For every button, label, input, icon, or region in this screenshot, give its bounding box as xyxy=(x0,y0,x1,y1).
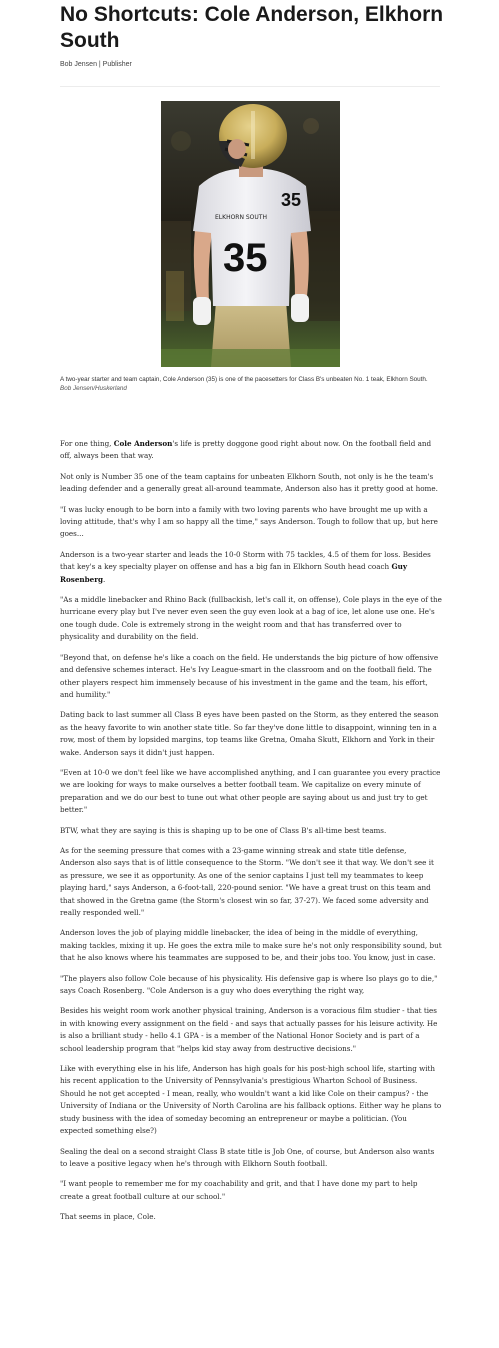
photo-credit: Bob Jensen/Huskerland xyxy=(60,385,127,392)
player-photo[interactable] xyxy=(161,101,340,367)
jersey-front-number: 35 xyxy=(223,236,268,280)
paragraph: "Even at 10-0 we don't feel like we have accomplished anything, and I can guarantee you every practice we are looking for ways to make ourselves a better football team. We capitalize on every minute of preparation and we do our best to tune out what other people are saying about us and just try to get better." xyxy=(60,767,441,815)
text-run: For one thing, xyxy=(60,439,114,448)
paragraph: BTW, what they are saying is this is shaping up to be one of Class B's all-time best teams. xyxy=(60,825,387,835)
paragraph: Like with everything else in his life, Anderson has high goals for his post-high school life, starting with his recent application to the University of Pennsylvania's prestigious Wharton School of Business. Should he not get accepted - I mean, really, who wouldn't want a kid like Cole on their campus? - the University of Indiana or the University of North Carolina are his fallback options. Either way he plans to study business with the idea of someday becoming an entrepreneur or maybe a politician. (You expected something else?) xyxy=(60,1064,442,1136)
article-body xyxy=(60,438,442,1232)
article-byline: Bob Jensen | Publisher xyxy=(60,61,132,68)
paragraph: "The players also follow Cole because of his physicality. His defensive gap is where Iso plays go to die," says Coach Rosenberg. "Cole Anderson is a guy who does everything the right way, xyxy=(60,973,438,996)
paragraph: "I want people to remember me for my coachability and grit, and that I have done my part to help create a great football culture at our school." xyxy=(60,1179,418,1201)
text-run: Anderson is a two-year starter and leads the 10-0 Storm with 75 tackles, 4.5 of them for loss. Besides that key's a key specialty player on offense and has a big fan in Elkhorn South head coach xyxy=(60,549,431,572)
coach-name: Guy Rosenberg xyxy=(60,562,407,584)
paragraph: Anderson loves the job of playing middle linebacker, the idea of being in the middle of everything, making tackles, mixing it up. He goes the extra mile to make sure he's not only responsibility sound, but that he also knows where his teammates are supposed to be, and their jobs too. You know, just in case. xyxy=(60,928,442,963)
paragraph: Dating back to last summer all Class B eyes have been pasted on the Storm, as they entered the season as the heavy favorite to win another state title. So far they've done little to disappoint, winning ten in a row, most of them by lopsided margins, top teams like Gretna, Omaha Skutt, Elkhorn and York in their wake. Anderson says it didn't just happen. xyxy=(60,710,439,757)
paragraph: "I was lucky enough to be born into a family with two loving parents who have brought me up with a loving attitude, that's why I am so happy all the time," says Anderson. Tough to follow that up, but here goes... xyxy=(60,504,438,539)
jersey-sleeve-number: 35 xyxy=(281,190,302,210)
paragraph: Besides his weight room work another physical training, Anderson is a voracious film studier - that ties in with knowing every assignment on the field - and says that actually passes for his leisure activity. He is also a brilliant study - hello 4.1 GPA - is a member of the National Honor Society and is part of a school leadership program that "helps kid stay away from destructive decisions." xyxy=(60,1006,438,1053)
paragraph: "As a middle linebacker and Rhino Back (fullbackish, let's call it, on offense), Cole plays in the eye of the hurricane every play but I've never even seen the guy even look at a bag of ice, let alone use one. He's one tough dude. Cole is extremely strong in the weight room and that has transferred over to physicality and durability on the field. xyxy=(60,595,442,642)
header-divider xyxy=(60,86,440,87)
paragraph: That seems in place, Cole. xyxy=(60,1212,156,1222)
photo-caption xyxy=(60,375,440,393)
paragraph: Sealing the deal on a second straight Class B state title is Job One, of course, but Anderson also wants to leave a positive legacy when he's through with Elkhorn South football. xyxy=(60,1146,435,1168)
article-title: No Shortcuts: Cole Anderson, Elkhorn South xyxy=(60,3,444,52)
text-run: 's life is pretty doggone good right about now. On the football field and off, always been that way. xyxy=(60,439,432,461)
paragraph xyxy=(60,438,442,463)
paragraph xyxy=(60,549,442,586)
paragraph: As for the seeming pressure that comes with a 23-game winning streak and state title defense, Anderson also says that is of little consequence to the Storm. "We don't see it that way. We don't see it as pressure, we see it as opportunity. As one of the senior captains I just tell my teammates to keep playing hard," says Anderson, a 6-foot-tall, 220-pound senior. "We have a great trust on this team and that showed in the Gretna game (the Storm's closest win so far, 37-27). We faced some adversity and really responded well." xyxy=(60,845,434,917)
player-illustration xyxy=(161,101,340,367)
text-run: . xyxy=(103,574,106,584)
player-name: Cole Anderson xyxy=(113,439,173,448)
jersey-school-text: ELKHORN SOUTH xyxy=(215,214,267,221)
caption-text: A two-year starter and team captain, Cole Anderson (35) is one of the pacesetters for Class B's unbeaten No. 1 teak, Elkhorn South. xyxy=(60,376,428,383)
paragraph: "Beyond that, on defense he's like a coach on the field. He understands the big picture of how offensive and defensive schemes interact. He's Ivy League-smart in the classroom and on the football field. The other players respect him immensely because of his investment in the game and the team, his effort, and humility." xyxy=(60,652,439,699)
paragraph: Not only is Number 35 one of the team captains for unbeaten Elkhorn South, not only is he the team's leading defender and a generally great all-around teammate, Anderson also has it pretty good at home. xyxy=(60,471,438,494)
